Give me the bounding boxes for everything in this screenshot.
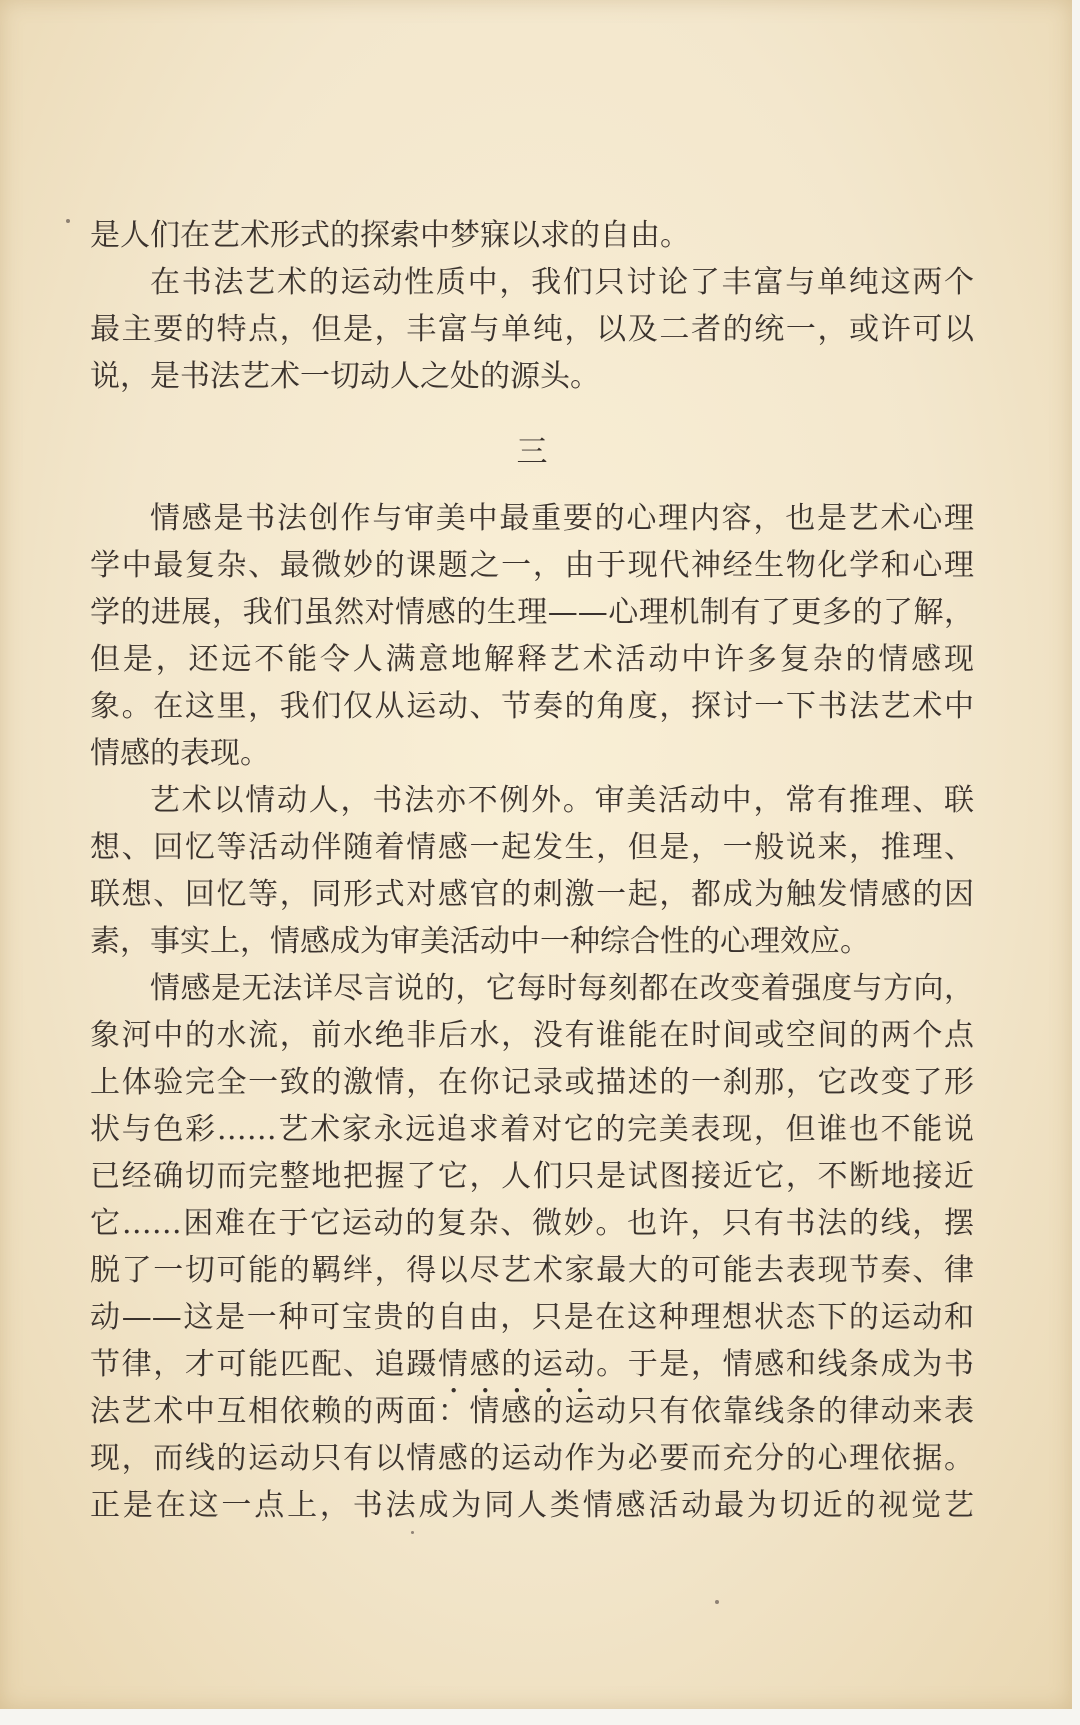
text-line: 现，而线的运动只有以情感的运动作为必要而充分的心理依据。 [90, 1441, 974, 1476]
text-line: 情感是书法创作与审美中最重要的心理内容，也是艺术心理 [150, 501, 974, 536]
text-line: 已经确切而完整地把握了它，人们只是试图接近它，不断地接近 [90, 1159, 974, 1194]
text-line: 状与色彩……艺术家永远追求着对它的完美表现，但谁也不能说 [90, 1112, 974, 1147]
text-line: 但是，还远不能令人满意地解释艺术活动中许多复杂的情感现 [90, 642, 974, 677]
text-line: 说，是书法艺术一切动人之处的源头。 [90, 359, 600, 394]
text-line: 象。在这里，我们仅从运动、节奏的角度，探讨一下书法艺术中 [90, 689, 974, 724]
text-line: 情感是无法详尽言说的，它每时每刻都在改变着强度与方向， [150, 971, 974, 1006]
text-line-with-emphasis [90, 1341, 974, 1388]
text-line: 在书法艺术的运动性质中，我们只讨论了丰富与单纯这两个 [150, 265, 974, 300]
text-line: 最主要的特点，但是，丰富与单纯，以及二者的统一，或许可以 [90, 312, 974, 347]
text-line: 正是在这一点上，书法成为同人类情感活动最为切近的视觉艺 [90, 1488, 974, 1523]
text-line: 素，事实上，情感成为审美活动中一种综合性的心理效应。 [90, 924, 870, 959]
text-line: 法艺术中互相依赖的两面：情感的运动只有依靠线条的律动来表 [90, 1394, 974, 1429]
text-line: 动——这是一种可宝贵的自由，只是在这种理想状态下的运动和 [90, 1300, 974, 1335]
text-line: 想、回忆等活动伴随着情感一起发生，但是，一般说来，推理、 [90, 830, 974, 865]
text-line: 学中最复杂、最微妙的课题之一，由于现代神经生物化学和心理 [90, 548, 974, 583]
text-line: 脱了一切可能的羁绊，得以尽艺术家最大的可能去表现节奏、律 [90, 1253, 974, 1288]
text-line: 上体验完全一致的激情，在你记录或描述的一刹那，它改变了形 [90, 1065, 974, 1100]
text-segment: 。于是，情感和线条成为书 [596, 1347, 975, 1382]
text-line: 情感的表现。 [90, 736, 270, 771]
text-line: 是人们在艺术形式的探索中梦寐以求的自由。 [90, 218, 690, 253]
text-line: 象河中的水流，前水绝非后水，没有谁能在时间或空间的两个点 [90, 1018, 974, 1053]
paper-speck [66, 219, 70, 223]
paper-speck [411, 1531, 414, 1534]
text-line: 联想、回忆等，同形式对感官的刺激一起，都成为触发情感的因 [90, 877, 974, 912]
section-heading: 三 [516, 434, 548, 470]
page-body-text [90, 212, 974, 1529]
text-line: 学的进展，我们虽然对情感的生理——心理机制有了更多的了解， [90, 595, 974, 630]
paper-speck [715, 1600, 719, 1604]
text-line: 艺术以情动人，书法亦不例外。审美活动中，常有推理、联 [150, 783, 974, 818]
text-segment: 节律，才可能匹配、追蹑 [90, 1347, 438, 1382]
text-line: 它……困难在于它运动的复杂、微妙。也许，只有书法的线，摆 [90, 1206, 974, 1241]
emphasized-phrase: 情感的运动 [437, 1347, 597, 1382]
